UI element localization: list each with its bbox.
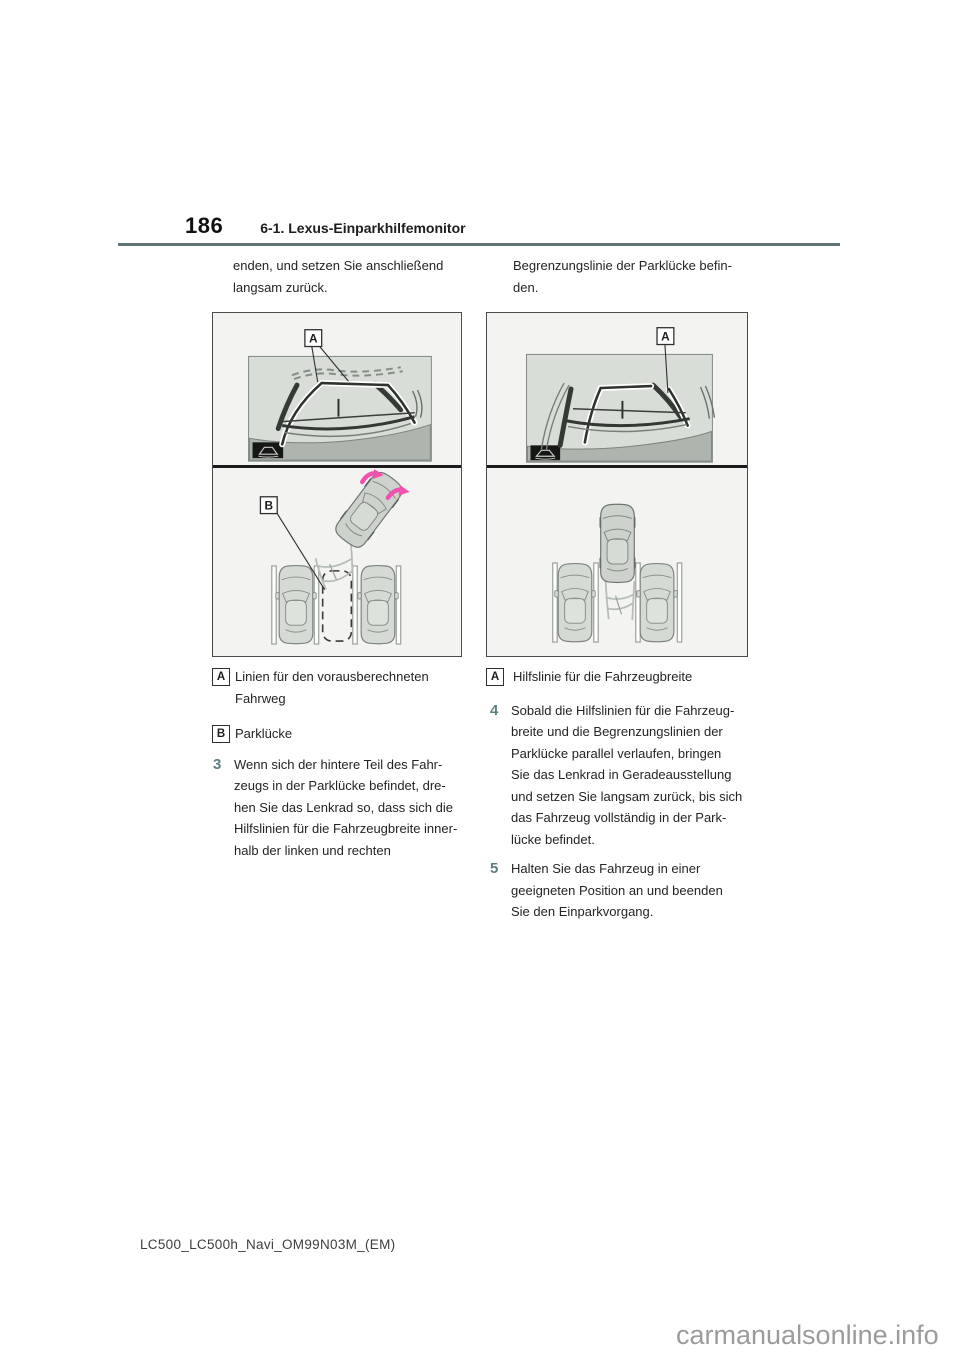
label-b-text: B [264, 498, 274, 513]
step-number: 3 [213, 755, 222, 773]
page-header [185, 213, 466, 239]
step-text [234, 754, 457, 862]
right-column [486, 255, 748, 923]
parked-car-right [637, 564, 678, 642]
text-line: Sobald die Hilfslinien für die Fahrzeug- [511, 702, 735, 718]
text-line: Parklücke [235, 726, 293, 741]
text-line: hen Sie das Lenkrad so, dass sich die [234, 799, 453, 815]
parking-plan-view-illustration [487, 468, 746, 655]
watermark: carmanualsonline.info [676, 1320, 939, 1350]
label-a-text: A [309, 331, 318, 346]
step-4 [486, 700, 748, 851]
callout-text [235, 666, 429, 709]
callout-marker: A [212, 668, 230, 686]
figure-parking-sequence-right [486, 312, 748, 657]
header-rule [118, 243, 840, 246]
text-line: das Fahrzeug vollständig in der Park- [511, 810, 727, 825]
callout-text [235, 723, 292, 745]
text-line: Begrenzungslinie der Parklücke befin- [513, 258, 732, 273]
text-line: breite und die Begrenzungslinien der [511, 724, 723, 739]
step-3 [212, 754, 462, 862]
text-line: Hilfslinie für die Fahrzeugbreite [513, 669, 693, 684]
document-code: LC500_LC500h_Navi_OM99N03M_(EM) [140, 1237, 396, 1252]
parked-car-left [276, 566, 317, 644]
text-line: Hilfslinien für die Fahrzeugbreite inner- [234, 821, 458, 836]
step-number: 4 [490, 701, 499, 719]
text-line: Sie den Einparkvorgang. [511, 904, 654, 919]
text-line: halb der linken und rechten [234, 842, 391, 858]
callout-a [486, 666, 748, 688]
text-line: und setzen Sie langsam zurück, bis sich [511, 788, 743, 804]
callout-list [486, 666, 748, 688]
left-column [212, 255, 462, 861]
parking-plan-view-illustration [213, 468, 460, 655]
text-line: den. [513, 279, 539, 295]
callout-marker: A [486, 668, 504, 686]
callout-b [212, 723, 462, 745]
text-line: Sie das Lenkrad in Geradeausstellung [511, 767, 732, 782]
hood-camera-icon [253, 442, 284, 458]
callout-text [513, 666, 692, 688]
text-line: zeugs in der Parklücke befindet, dre- [234, 778, 446, 793]
text-line: Wenn sich der hintere Teil des Fahr- [234, 756, 443, 772]
paragraph [486, 255, 748, 298]
hood-camera-icon [530, 445, 560, 460]
callout-list [212, 666, 462, 745]
section-title: 6-1. Lexus-Einparkhilfemonitor [260, 220, 466, 236]
text-line: geeigneten Position an und beenden [511, 882, 723, 898]
step-text [511, 700, 742, 851]
text-line: enden, und setzen Sie anschließend [233, 258, 444, 273]
figure-parking-sequence-left [212, 312, 462, 657]
rear-camera-view-illustration [487, 313, 746, 465]
callout-a [212, 666, 462, 709]
text-line: Parklücke parallel verlaufen, bringen [511, 745, 722, 761]
label-a-text: A [661, 329, 670, 344]
rear-camera-view-illustration [213, 313, 460, 465]
paragraph [212, 255, 462, 298]
parked-car-left [555, 564, 596, 642]
page-number: 186 [185, 213, 224, 238]
subject-car [600, 504, 636, 582]
text-line: Linien für den vorausberechneten [235, 669, 429, 684]
step-5 [486, 858, 748, 923]
text-line: langsam zurück. [233, 279, 328, 295]
text-line: Fahrweg [235, 690, 286, 706]
callout-marker: B [212, 725, 230, 743]
step-text [511, 858, 723, 923]
text-line: lücke befindet. [511, 831, 595, 847]
text-line: Halten Sie das Fahrzeug in einer [511, 861, 701, 876]
parked-car-right [358, 566, 399, 644]
step-number: 5 [490, 860, 499, 877]
